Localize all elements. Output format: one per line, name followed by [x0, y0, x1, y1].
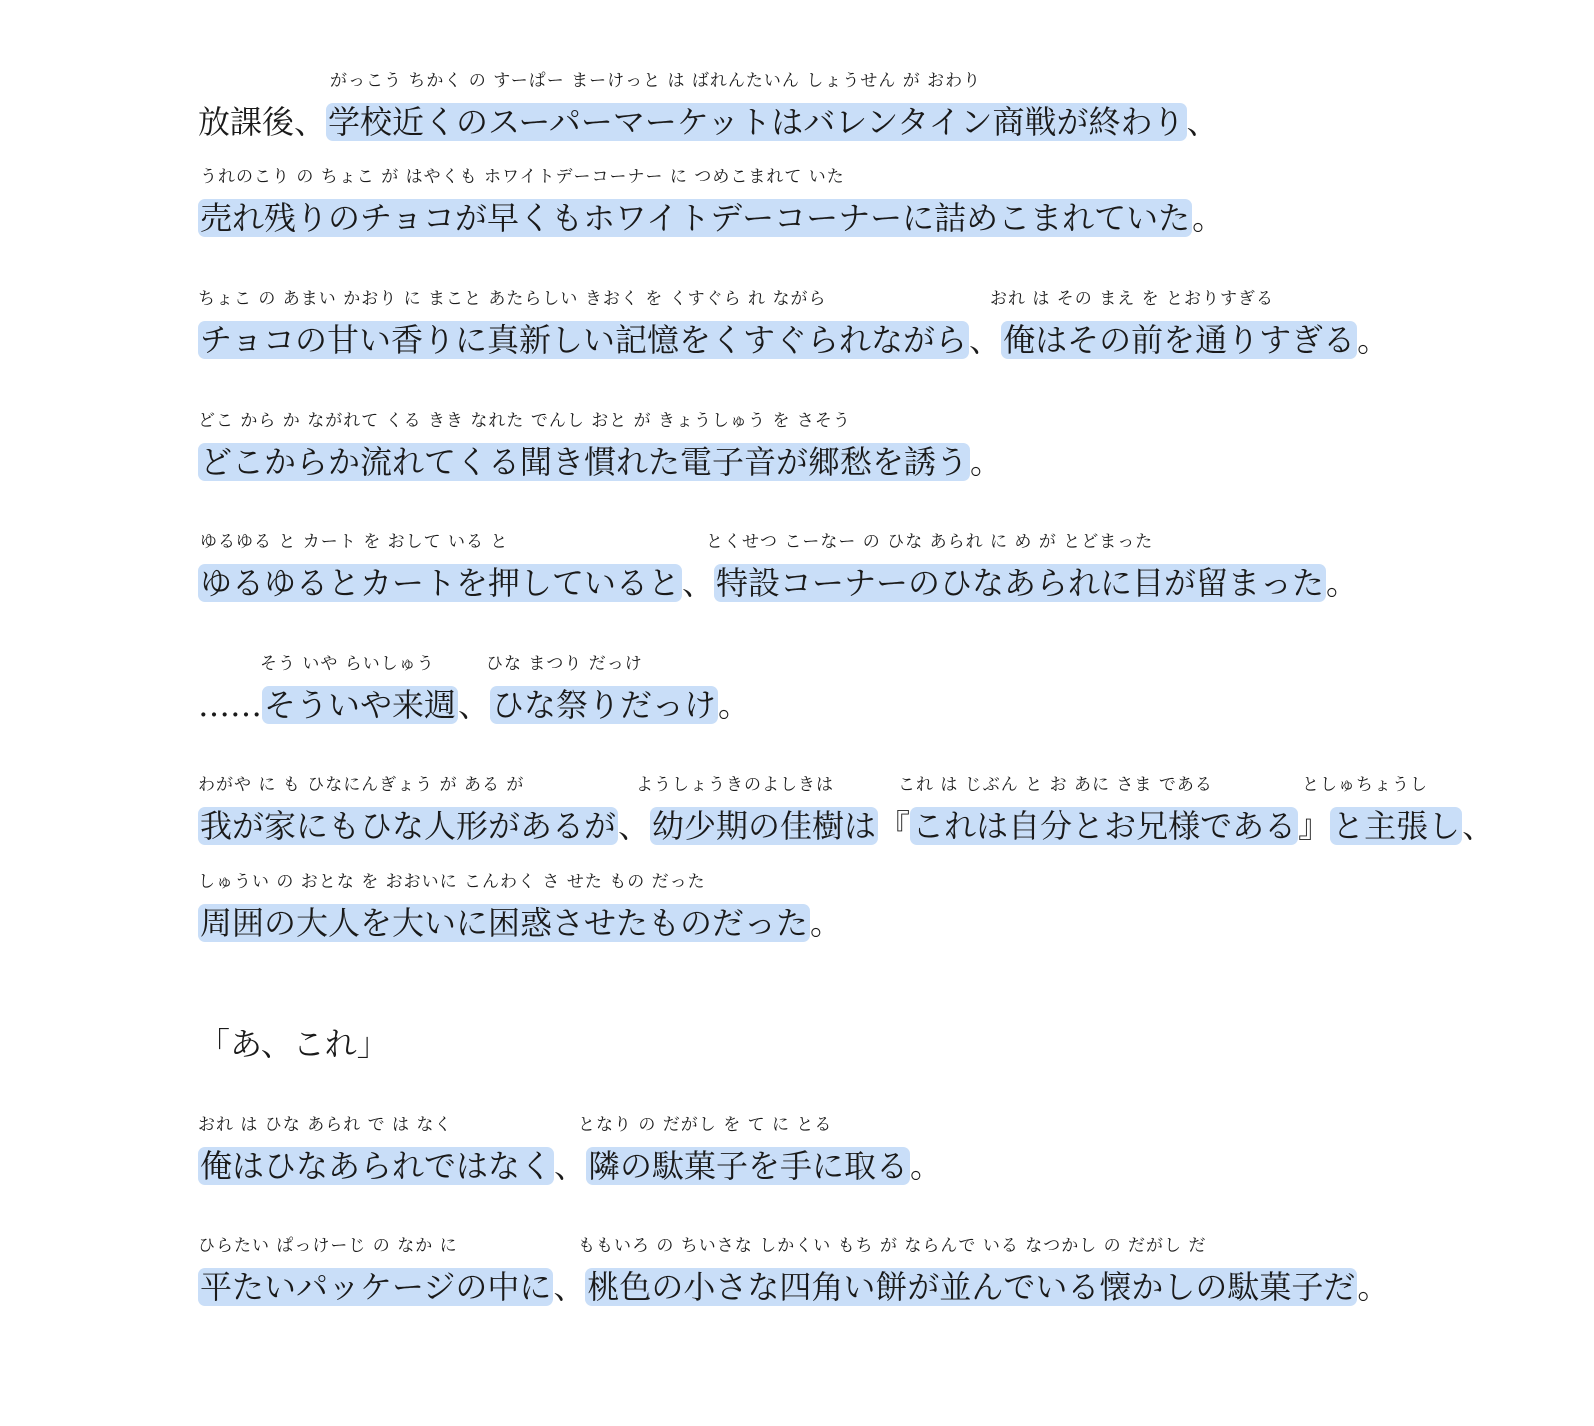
punctuation-text: 。: [1326, 564, 1359, 602]
furigana-reading: とくせつ こーなー の ひな あられ に め が とどまった: [706, 532, 1154, 552]
text-line: [198, 441, 1002, 483]
furigana-reading: としゅちょうし: [1302, 775, 1428, 795]
highlighted-phrase[interactable]: 幼少期の佳樹は: [652, 807, 877, 845]
punctuation-text: 。: [1192, 199, 1225, 237]
text-line: [198, 101, 1219, 143]
furigana-reading: ひな まつり だっけ: [486, 654, 643, 674]
highlighted-phrase[interactable]: 我が家にもひな人形があるが: [200, 807, 617, 845]
furigana-reading: ひらたい ぱっけーじ の なか に: [198, 1236, 458, 1256]
furigana-reading: しゅうい の おとな を おおいに こんわく さ せた もの だった: [198, 872, 706, 892]
furigana-reading: おれ は ひな あられ で は なく: [198, 1115, 453, 1135]
highlighted-phrase[interactable]: どこからか流れてくる聞き慣れた電子音が郷愁を誘う: [200, 443, 969, 481]
highlighted-phrase[interactable]: ひな祭りだっけ: [492, 686, 717, 724]
punctuation-text: ……: [198, 686, 262, 724]
punctuation-text: 、: [554, 1147, 587, 1185]
highlighted-phrase[interactable]: 特設コーナーのひなあられに目が留まった: [716, 564, 1325, 602]
punctuation-text: 。: [1357, 321, 1390, 359]
furigana-reading: がっこう ちかく の すーぱー まーけっと は ばれんたいん しょうせん が おわり: [330, 71, 982, 91]
punctuation-text: 放課後、: [198, 103, 327, 141]
punctuation-text: 、: [618, 807, 651, 845]
highlighted-phrase[interactable]: と主張し: [1332, 807, 1461, 845]
furigana-reading: おれ は その まえ を とおりすぎる: [990, 289, 1275, 309]
highlighted-phrase[interactable]: 売れ残りのチョコが早くもホワイトデーコーナーに詰めこまれていた: [200, 199, 1191, 237]
text-line: [198, 1145, 942, 1187]
furigana-reading: どこ から か ながれて くる きき なれた でんし おと が きょうしゅう を さそう: [198, 411, 851, 431]
highlighted-phrase[interactable]: チョコの甘い香りに真新しい記憶をくすぐられながら: [200, 321, 968, 359]
highlighted-phrase[interactable]: 学校近くのスーパーマーケットはバレンタイン商戦が終わり: [328, 103, 1185, 141]
highlighted-phrase[interactable]: 周囲の大人を大いに困惑させたものだった: [200, 904, 809, 942]
furigana-reading: うれのこり の ちょこ が はやくも ホワイトデーコーナー に つめこまれて いた: [200, 167, 845, 187]
punctuation-text: 。: [910, 1147, 943, 1185]
punctuation-text: 、: [553, 1268, 586, 1306]
highlighted-phrase[interactable]: ゆるゆるとカートを押していると: [200, 564, 681, 602]
highlighted-phrase[interactable]: これは自分とお兄様である: [912, 807, 1297, 845]
furigana-reading: わがや に も ひなにんぎょう が ある が: [198, 775, 525, 795]
furigana-reading: ようしょうきのよしきは: [636, 775, 834, 795]
highlighted-phrase[interactable]: そういや来週: [264, 686, 457, 724]
punctuation-text: 『: [878, 807, 911, 845]
text-line: [198, 684, 750, 726]
highlighted-phrase[interactable]: 桃色の小さな四角い餅が並んでいる懐かしの駄菓子だ: [587, 1268, 1356, 1306]
highlighted-phrase[interactable]: 俺はその前を通りすぎる: [1003, 321, 1356, 359]
highlighted-phrase[interactable]: 平たいパッケージの中に: [200, 1268, 552, 1306]
punctuation-text: 、: [458, 686, 491, 724]
punctuation-text: 、: [1186, 103, 1219, 141]
text-line: [198, 197, 1224, 239]
text-line: [198, 902, 842, 944]
punctuation-text: 。: [810, 904, 843, 942]
text-line: [198, 319, 1389, 361]
punctuation-text: 』: [1298, 807, 1331, 845]
furigana-reading: ゆるゆる と カート を おして いる と: [200, 532, 509, 552]
punctuation-text: 。: [718, 686, 751, 724]
furigana-reading: ちょこ の あまい かおり に まこと あたらしい きおく を くすぐら れ ながら: [198, 289, 827, 309]
punctuation-text: 、: [969, 321, 1002, 359]
punctuation-text: 。: [970, 443, 1003, 481]
text-line: [198, 562, 1358, 604]
text-line: [198, 1023, 389, 1065]
text-line: [198, 805, 1494, 847]
furigana-reading: となり の だがし を て に とる: [578, 1115, 833, 1135]
punctuation-text: 。: [1357, 1268, 1390, 1306]
punctuation-text: 「あ、これ」: [198, 1025, 389, 1063]
furigana-reading: ももいろ の ちいさな しかくい もち が ならんで いる なつかし の だがし だ: [578, 1236, 1207, 1256]
highlighted-phrase[interactable]: 隣の駄菓子を手に取る: [588, 1147, 909, 1185]
furigana-reading: そう いや らいしゅう: [260, 654, 435, 674]
highlighted-phrase[interactable]: 俺はひなあられではなく: [200, 1147, 553, 1185]
punctuation-text: 、: [682, 564, 715, 602]
text-line: [198, 1266, 1389, 1308]
punctuation-text: 、: [1462, 807, 1495, 845]
furigana-reading: これ は じぶん と お あに さま である: [898, 775, 1213, 795]
